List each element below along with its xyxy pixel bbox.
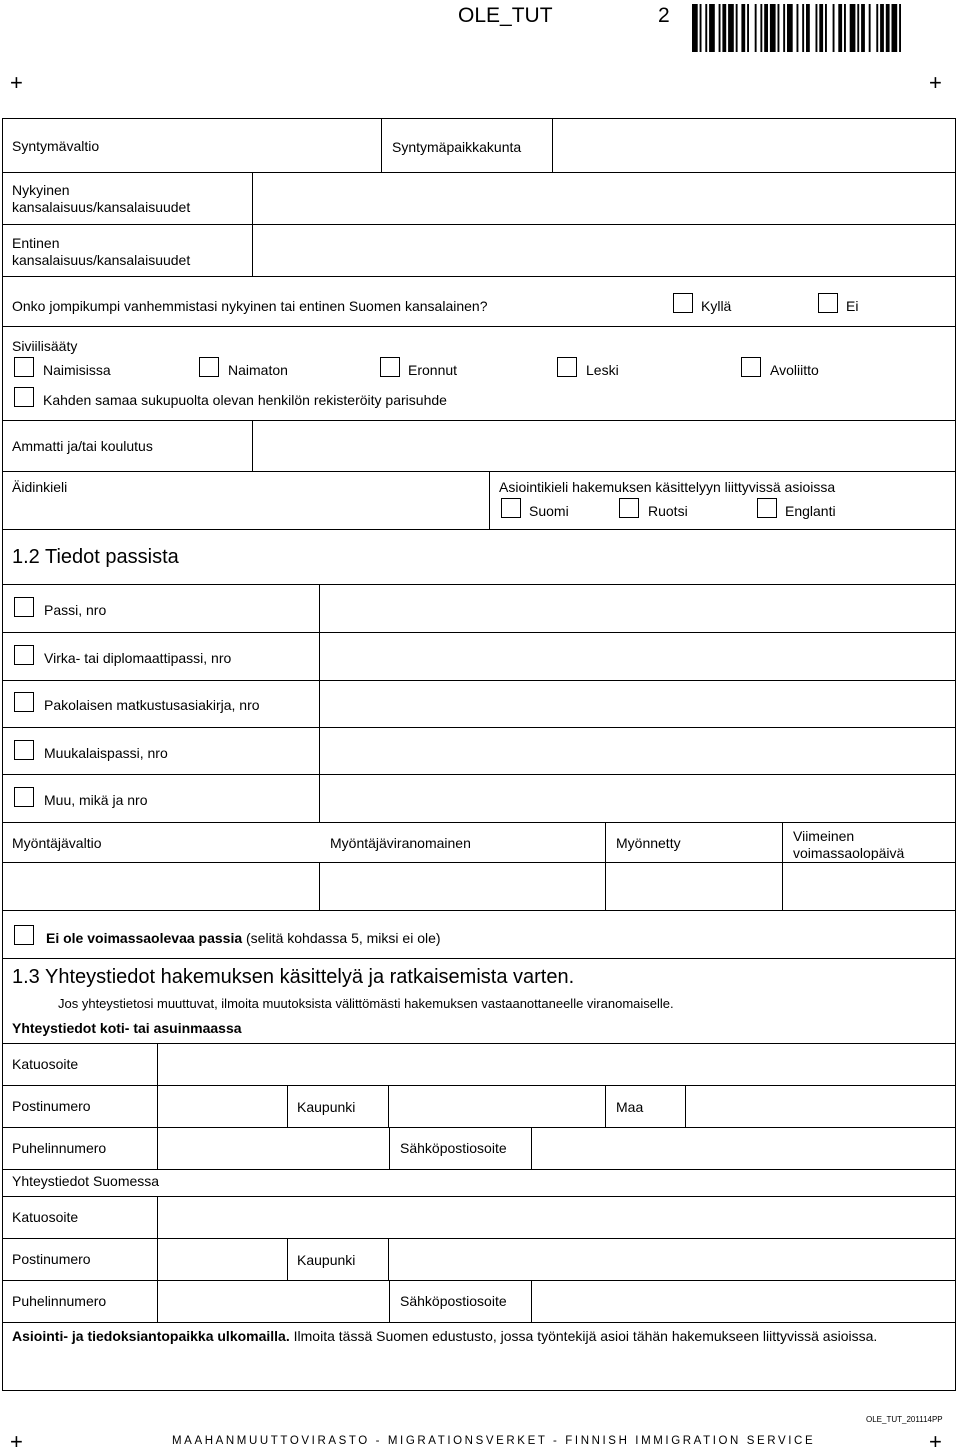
registration-mark-bottom-left: + bbox=[10, 1429, 23, 1454]
agency-footer: MAAHANMUUTTOVIRASTO - MIGRATIONSVERKET - FINNISH IMMIGRATION SERVICE bbox=[172, 1435, 816, 1447]
valid-until-field[interactable] bbox=[784, 864, 954, 909]
other-document-field[interactable] bbox=[321, 776, 954, 821]
form-id: OLE_TUT bbox=[458, 4, 553, 27]
divorced-checkbox[interactable] bbox=[380, 357, 400, 377]
passport-label: Passi, nro bbox=[44, 602, 107, 618]
diplomatic-passport-label: Virka- tai diplomaattipassi, nro bbox=[44, 650, 232, 666]
contact-section-title: 1.3 Yhteystiedot hakemuksen käsittelyä ja ratkaisemista varten. bbox=[12, 966, 575, 988]
registered-partnership-checkbox[interactable] bbox=[14, 387, 34, 407]
home-postal-code-field[interactable] bbox=[159, 1087, 286, 1126]
issuing-country-field[interactable] bbox=[4, 864, 318, 909]
valid-until-label-2: voimassaolopäivä bbox=[793, 845, 905, 860]
page-number: 2 bbox=[658, 4, 670, 27]
home-city-label: Kaupunki bbox=[297, 1099, 356, 1115]
language-finnish-label: Suomi bbox=[529, 503, 569, 519]
finland-city-field[interactable] bbox=[390, 1240, 954, 1279]
contact-change-note: Jos yhteystietosi muuttuvat, ilmoita muutoksista välittömästi hakemuksen vastaanottaneelle viranomaiselle. bbox=[58, 996, 674, 1011]
finland-postal-code-field[interactable] bbox=[159, 1240, 286, 1279]
finland-street-label: Katuosoite bbox=[12, 1209, 79, 1225]
finland-city-label: Kaupunki bbox=[297, 1252, 356, 1268]
widowed-label: Leski bbox=[586, 362, 619, 378]
occupation-field[interactable] bbox=[254, 422, 954, 470]
former-citizenship-label-1: Entinen bbox=[12, 235, 60, 251]
registration-mark-top-left: + bbox=[10, 70, 23, 95]
finland-email-label: Sähköpostiosoite bbox=[400, 1293, 507, 1309]
parent-citizen-question: Onko jompikumpi vanhemmistasi nykyinen tai entinen Suomen kansalainen? bbox=[12, 298, 488, 314]
alien-passport-number-field[interactable] bbox=[321, 729, 954, 773]
mother-tongue-label: Äidinkieli bbox=[12, 479, 68, 495]
home-street-label: Katuosoite bbox=[12, 1056, 79, 1072]
language-swedish-label: Ruotsi bbox=[648, 503, 688, 519]
former-citizenship-label-2: kansalaisuus/kansalaisuudet bbox=[12, 252, 191, 268]
no-valid-passport-checkbox[interactable] bbox=[14, 925, 34, 945]
married-label: Naimisissa bbox=[43, 362, 111, 378]
home-city-field[interactable] bbox=[390, 1087, 604, 1126]
birth-country-label: Syntymävaltio bbox=[12, 138, 100, 154]
marital-status-label: Siviilisääty bbox=[12, 338, 78, 354]
home-phone-field[interactable] bbox=[159, 1129, 388, 1168]
contact-language-label: Asiointikieli hakemuksen käsittelyyn liittyvissä asioissa bbox=[499, 479, 836, 495]
no-valid-passport-label bbox=[46, 930, 441, 946]
former-citizenship-field[interactable] bbox=[254, 226, 954, 276]
mother-tongue-field[interactable] bbox=[100, 474, 480, 528]
registration-mark-bottom-right: + bbox=[929, 1429, 942, 1454]
cohabiting-label: Avoliitto bbox=[770, 362, 819, 378]
alien-passport-checkbox[interactable] bbox=[14, 740, 34, 760]
barcode-image bbox=[692, 4, 950, 52]
home-email-label: Sähköpostiosoite bbox=[400, 1140, 507, 1156]
no-valid-passport-note: (selitä kohdassa 5, miksi ei ole) bbox=[242, 930, 441, 946]
home-street-field[interactable] bbox=[159, 1045, 954, 1084]
registration-mark-top-right: + bbox=[929, 70, 942, 95]
divorced-label: Eronnut bbox=[408, 362, 458, 378]
language-finnish-checkbox[interactable] bbox=[501, 498, 521, 518]
abroad-contact-bold: Asiointi- ja tiedoksiantopaikka ulkomailla. bbox=[12, 1328, 290, 1344]
refugee-document-label: Pakolaisen matkustusasiakirja, nro bbox=[44, 697, 260, 713]
language-english-label: Englanti bbox=[785, 503, 836, 519]
home-email-field[interactable] bbox=[533, 1129, 954, 1168]
birth-country-field[interactable] bbox=[140, 120, 380, 171]
passport-number-field[interactable] bbox=[321, 586, 954, 631]
birth-place-field[interactable] bbox=[554, 120, 954, 171]
current-citizenship-label-2: kansalaisuus/kansalaisuudet bbox=[12, 199, 191, 215]
passport-section-title: 1.2 Tiedot passista bbox=[12, 546, 179, 568]
finland-contact-heading: Yhteystiedot Suomessa bbox=[12, 1173, 160, 1189]
home-country-label: Maa bbox=[616, 1099, 644, 1115]
birth-place-label: Syntymäpaikkakunta bbox=[392, 139, 522, 155]
no-valid-passport-bold: Ei ole voimassaolevaa passia bbox=[46, 930, 243, 946]
diplomatic-passport-checkbox[interactable] bbox=[14, 645, 34, 665]
refugee-document-checkbox[interactable] bbox=[14, 692, 34, 712]
unmarried-checkbox[interactable] bbox=[199, 357, 219, 377]
diplomatic-passport-number-field[interactable] bbox=[321, 634, 954, 679]
home-country-field[interactable] bbox=[687, 1087, 954, 1126]
unmarried-label: Naimaton bbox=[228, 362, 288, 378]
issued-date-field[interactable] bbox=[607, 864, 781, 909]
finland-street-field[interactable] bbox=[159, 1198, 954, 1237]
parent-citizen-yes-checkbox[interactable] bbox=[673, 293, 693, 313]
passport-checkbox[interactable] bbox=[14, 597, 34, 617]
issuing-country-label: Myöntäjävaltio bbox=[12, 835, 102, 851]
occupation-label: Ammatti ja/tai koulutus bbox=[12, 438, 153, 454]
valid-until-label-1: Viimeinen bbox=[793, 828, 855, 844]
finland-postal-code-label: Postinumero bbox=[12, 1251, 91, 1267]
home-postal-code-label: Postinumero bbox=[12, 1098, 91, 1114]
alien-passport-label: Muukalaispassi, nro bbox=[44, 745, 168, 761]
issuing-authority-label: Myöntäjäviranomainen bbox=[330, 835, 471, 851]
other-document-label: Muu, mikä ja nro bbox=[44, 792, 148, 808]
finland-phone-field[interactable] bbox=[159, 1282, 388, 1321]
refugee-document-number-field[interactable] bbox=[321, 682, 954, 726]
form-code-footer: OLE_TUT_201114PP bbox=[866, 1415, 943, 1424]
language-english-checkbox[interactable] bbox=[757, 498, 777, 518]
parent-citizen-no-label: Ei bbox=[846, 298, 859, 314]
parent-citizen-no-checkbox[interactable] bbox=[818, 293, 838, 313]
language-swedish-checkbox[interactable] bbox=[619, 498, 639, 518]
issuing-authority-field[interactable] bbox=[321, 864, 604, 909]
parent-citizen-yes-label: Kyllä bbox=[701, 298, 732, 314]
abroad-contact-instruction bbox=[12, 1328, 877, 1344]
finland-email-field[interactable] bbox=[533, 1282, 954, 1321]
cohabiting-checkbox[interactable] bbox=[741, 357, 761, 377]
registered-partnership-label: Kahden samaa sukupuolta olevan henkilön rekisteröity parisuhde bbox=[43, 392, 447, 408]
abroad-contact-field[interactable] bbox=[4, 1348, 954, 1389]
abroad-contact-rest: Ilmoita tässä Suomen edustusto, jossa työntekijä asioi tähän hakemukseen liittyvissä asioissa. bbox=[289, 1328, 878, 1344]
married-checkbox[interactable] bbox=[14, 357, 34, 377]
valid-until-label-clip bbox=[793, 827, 953, 860]
issued-label: Myönnetty bbox=[616, 835, 681, 851]
finland-phone-label: Puhelinnumero bbox=[12, 1293, 107, 1309]
home-phone-label: Puhelinnumero bbox=[12, 1140, 107, 1156]
other-document-checkbox[interactable] bbox=[14, 787, 34, 807]
current-citizenship-label-1: Nykyinen bbox=[12, 182, 70, 198]
current-citizenship-field[interactable] bbox=[254, 174, 954, 224]
home-country-contact-heading: Yhteystiedot koti- tai asuinmaassa bbox=[12, 1020, 242, 1036]
widowed-checkbox[interactable] bbox=[557, 357, 577, 377]
